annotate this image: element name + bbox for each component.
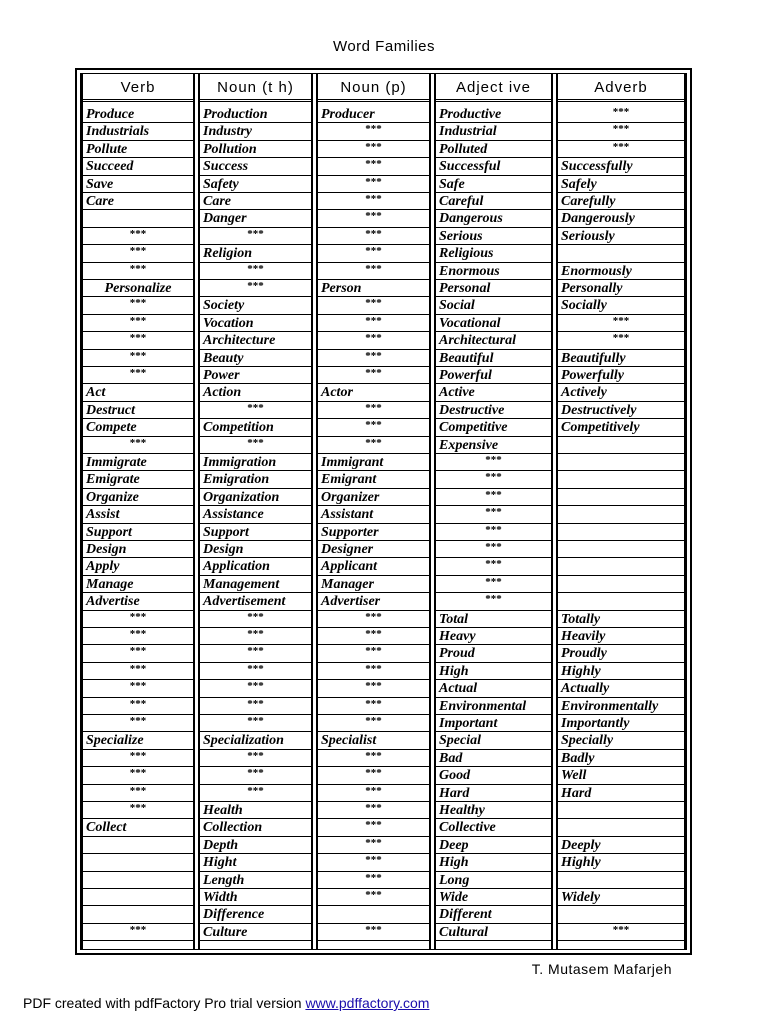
table-cell: Good <box>436 767 551 784</box>
table-cell: *** <box>436 471 551 488</box>
table-cell: Environmental <box>436 698 551 715</box>
column-noun-p <box>316 74 431 949</box>
table-cell: Assistant <box>318 506 429 523</box>
table-cell <box>558 524 684 541</box>
table-cell: *** <box>200 263 311 280</box>
table-cell: Enormously <box>558 263 684 280</box>
table-cell: Design <box>83 541 193 558</box>
table-cell: Competitively <box>558 419 684 436</box>
table-cell: Culture <box>200 924 311 941</box>
table-cell: *** <box>318 210 429 227</box>
table-cell: Architecture <box>200 332 311 349</box>
table-cell: Vocational <box>436 315 551 332</box>
table-cell: Religion <box>200 245 311 262</box>
table-cell: Produce <box>83 106 193 123</box>
table-cell: Importantly <box>558 715 684 732</box>
table-cell: *** <box>318 889 429 906</box>
table-cell: Architectural <box>436 332 551 349</box>
table-cell <box>83 906 193 923</box>
table-cell: *** <box>318 297 429 314</box>
table-cell: Collective <box>436 819 551 836</box>
table-cell: *** <box>318 854 429 871</box>
table-cell: *** <box>318 176 429 193</box>
table-cell <box>558 454 684 471</box>
table-cell: *** <box>318 785 429 802</box>
table-cell: *** <box>318 715 429 732</box>
table-cell: *** <box>318 767 429 784</box>
table-cell: Social <box>436 297 551 314</box>
table-cell: Competition <box>200 419 311 436</box>
table-cell: Emigrate <box>83 471 193 488</box>
table-cell: *** <box>200 785 311 802</box>
table-cell: Destructive <box>436 402 551 419</box>
table-cell: Special <box>436 732 551 749</box>
table-cell: *** <box>83 785 193 802</box>
table-cell: Emigration <box>200 471 311 488</box>
table-cell: Specialize <box>83 732 193 749</box>
table-cell <box>558 819 684 836</box>
table-cell: *** <box>200 628 311 645</box>
table-cell <box>558 541 684 558</box>
table-cell: Highly <box>558 854 684 871</box>
table-cell: Beauty <box>200 350 311 367</box>
table-cell: Heavy <box>436 628 551 645</box>
table-cell: *** <box>83 924 193 941</box>
table-cell: Successful <box>436 158 551 175</box>
table-cell: Organize <box>83 489 193 506</box>
table-cell: *** <box>83 350 193 367</box>
table-cell: *** <box>200 280 311 297</box>
table-cell: Pollution <box>200 141 311 158</box>
table-cell: Religious <box>436 245 551 262</box>
table-cell: Deeply <box>558 837 684 854</box>
table-cell: *** <box>83 645 193 662</box>
table-cell: *** <box>558 123 684 140</box>
table-cell: Serious <box>436 228 551 245</box>
table-cell <box>83 872 193 889</box>
column-header-verb: Verb <box>83 74 193 102</box>
table-cell: Support <box>200 524 311 541</box>
table-cell: Succeed <box>83 158 193 175</box>
table-cell <box>558 906 684 923</box>
table-cell: Actor <box>318 384 429 401</box>
table-cell: Person <box>318 280 429 297</box>
column-adverb <box>556 74 686 949</box>
table-cell <box>83 854 193 871</box>
table-cell: Enormous <box>436 263 551 280</box>
table-cell: Collect <box>83 819 193 836</box>
column-header-noun-p: Noun (p) <box>318 74 429 102</box>
table-cell: Active <box>436 384 551 401</box>
pdf-footer <box>23 995 429 1011</box>
table-cell: Production <box>200 106 311 123</box>
table-cell: *** <box>318 611 429 628</box>
table-cell: *** <box>200 767 311 784</box>
table-cell: Careful <box>436 193 551 210</box>
table-cell: *** <box>200 228 311 245</box>
table-cell: Proudly <box>558 645 684 662</box>
table-cell: Destructively <box>558 402 684 419</box>
table-cell <box>558 437 684 454</box>
table-cell: *** <box>318 367 429 384</box>
table-cell: *** <box>83 245 193 262</box>
table-cell <box>558 558 684 575</box>
table-cell: *** <box>200 663 311 680</box>
table-cell: *** <box>436 593 551 610</box>
table-cell <box>558 872 684 889</box>
table-cell: *** <box>558 315 684 332</box>
table-cell: Success <box>200 158 311 175</box>
table-cell: Dangerously <box>558 210 684 227</box>
table-cell: *** <box>436 489 551 506</box>
footer-text: PDF created with pdfFactory Pro trial version <box>23 995 306 1011</box>
table-cell: *** <box>318 663 429 680</box>
table-cell: *** <box>436 558 551 575</box>
table-cell: *** <box>200 715 311 732</box>
table-cell: *** <box>558 332 684 349</box>
table-cell: *** <box>436 524 551 541</box>
table-cell: *** <box>436 506 551 523</box>
table-cell: Application <box>200 558 311 575</box>
table-cell: Polluted <box>436 141 551 158</box>
table-cell: Cultural <box>436 924 551 941</box>
table-cell: *** <box>318 228 429 245</box>
table-cell: Action <box>200 384 311 401</box>
table-cell: Length <box>200 872 311 889</box>
table-cell: Management <box>200 576 311 593</box>
table-cell: *** <box>83 663 193 680</box>
column-header-adverb: Adverb <box>558 74 684 102</box>
column-noun-th <box>198 74 313 949</box>
table-cell: Well <box>558 767 684 784</box>
table-cell: *** <box>436 454 551 471</box>
table-cell: Organization <box>200 489 311 506</box>
table-cell: *** <box>318 750 429 767</box>
table-cell: Manage <box>83 576 193 593</box>
table-cell: Vocation <box>200 315 311 332</box>
table-cell: *** <box>318 158 429 175</box>
table-cell: Immigrant <box>318 454 429 471</box>
table-cell: Design <box>200 541 311 558</box>
table-cell: Carefully <box>558 193 684 210</box>
table-cell: *** <box>318 245 429 262</box>
table-cell: *** <box>83 750 193 767</box>
table-cell: Assistance <box>200 506 311 523</box>
table-cell: Advertise <box>83 593 193 610</box>
column-header-noun-th: Noun (t h) <box>200 74 311 102</box>
table-cell: Beautiful <box>436 350 551 367</box>
table-cell: Successfully <box>558 158 684 175</box>
table-cell: Immigrate <box>83 454 193 471</box>
table-cell: Specialization <box>200 732 311 749</box>
table-cell: Save <box>83 176 193 193</box>
table-cell: Powerfully <box>558 367 684 384</box>
table-cell: *** <box>318 332 429 349</box>
table-cell: *** <box>318 350 429 367</box>
table-cell: Industry <box>200 123 311 140</box>
table-cell: *** <box>318 402 429 419</box>
table-cell: Advertiser <box>318 593 429 610</box>
table-cell: Width <box>200 889 311 906</box>
table-cell: Industrial <box>436 123 551 140</box>
table-cell: *** <box>200 437 311 454</box>
table-cell: *** <box>83 315 193 332</box>
table-cell: *** <box>318 802 429 819</box>
table-cell: *** <box>318 437 429 454</box>
table-cell <box>83 837 193 854</box>
table-cell <box>558 593 684 610</box>
table-cell: Advertisement <box>200 593 311 610</box>
table-cell: Collection <box>200 819 311 836</box>
table-cell: Specially <box>558 732 684 749</box>
table-cell: Badly <box>558 750 684 767</box>
table-cell: *** <box>318 872 429 889</box>
table-cell: Personalize <box>83 280 193 297</box>
table-cell: *** <box>318 123 429 140</box>
table-cell: Producer <box>318 106 429 123</box>
table-cell: *** <box>83 767 193 784</box>
table-cell: *** <box>83 228 193 245</box>
table-cell: *** <box>83 715 193 732</box>
table-cell: *** <box>200 611 311 628</box>
table-cell <box>558 471 684 488</box>
table-cell: Wide <box>436 889 551 906</box>
table-cell: Important <box>436 715 551 732</box>
page-title: Word Families <box>332 38 436 55</box>
table-cell: Deep <box>436 837 551 854</box>
table-cell: *** <box>318 837 429 854</box>
table-cell: High <box>436 663 551 680</box>
table-cell <box>558 506 684 523</box>
table-cell: Supporter <box>318 524 429 541</box>
table-cell: *** <box>318 141 429 158</box>
table-cell: Compete <box>83 419 193 436</box>
table-cell: *** <box>436 541 551 558</box>
table-cell: Care <box>200 193 311 210</box>
table-cell: Hard <box>436 785 551 802</box>
table-cell: Depth <box>200 837 311 854</box>
table-cell: *** <box>318 698 429 715</box>
table-cell: *** <box>436 576 551 593</box>
table-cell: Apply <box>83 558 193 575</box>
table-cell: Long <box>436 872 551 889</box>
table-cell: *** <box>200 680 311 697</box>
table-cell: Hight <box>200 854 311 871</box>
table-cell <box>83 889 193 906</box>
table-cell: Specialist <box>318 732 429 749</box>
table-cell: Care <box>83 193 193 210</box>
table-cell: *** <box>318 645 429 662</box>
table-cell: *** <box>83 611 193 628</box>
table-cell: *** <box>83 367 193 384</box>
table-cell: Safe <box>436 176 551 193</box>
pdffactory-link[interactable]: www.pdffactory.com <box>305 995 430 1011</box>
table-cell <box>318 906 429 923</box>
table-cell: *** <box>83 437 193 454</box>
table-cell: *** <box>83 802 193 819</box>
table-cell: Totally <box>558 611 684 628</box>
column-header-adjective: Adject ive <box>436 74 551 102</box>
table-cell <box>558 489 684 506</box>
table-cell: *** <box>318 315 429 332</box>
table-cell: Actively <box>558 384 684 401</box>
table-cell <box>558 245 684 262</box>
table-cell: Power <box>200 367 311 384</box>
table-cell: Expensive <box>436 437 551 454</box>
table-cell: Manager <box>318 576 429 593</box>
table-cell: *** <box>318 628 429 645</box>
table-cell: Seriously <box>558 228 684 245</box>
table-cell: *** <box>83 680 193 697</box>
table-cell: *** <box>83 332 193 349</box>
table-cell: *** <box>200 698 311 715</box>
table-cell: *** <box>200 645 311 662</box>
table-cell: Safely <box>558 176 684 193</box>
table-cell: *** <box>83 297 193 314</box>
table-cell: Difference <box>200 906 311 923</box>
table-cell: Competitive <box>436 419 551 436</box>
table-cell: Widely <box>558 889 684 906</box>
author-credit: T. Mutasem Mafarjeh <box>531 961 672 977</box>
table-cell: Immigration <box>200 454 311 471</box>
table-cell: Assist <box>83 506 193 523</box>
table-cell: *** <box>200 750 311 767</box>
table-cell: *** <box>318 193 429 210</box>
table-cell: Proud <box>436 645 551 662</box>
table-cell: Destruct <box>83 402 193 419</box>
table-cell: Safety <box>200 176 311 193</box>
table-cell: Environmentally <box>558 698 684 715</box>
table-cell: *** <box>83 628 193 645</box>
table-cell: Productive <box>436 106 551 123</box>
table-cell: Beautifully <box>558 350 684 367</box>
table-cell: Support <box>83 524 193 541</box>
table-cell: Society <box>200 297 311 314</box>
column-adjective <box>434 74 553 949</box>
table-cell <box>83 210 193 227</box>
table-cell: *** <box>318 419 429 436</box>
table-cell: Total <box>436 611 551 628</box>
table-cell: *** <box>318 680 429 697</box>
table-cell: Healthy <box>436 802 551 819</box>
table-cell <box>558 802 684 819</box>
table-cell: *** <box>83 698 193 715</box>
table-cell: *** <box>558 106 684 123</box>
table-cell: Danger <box>200 210 311 227</box>
table-cell: Health <box>200 802 311 819</box>
table-cell: Highly <box>558 663 684 680</box>
table-cell: Act <box>83 384 193 401</box>
table-cell: Applicant <box>318 558 429 575</box>
table-cell: Personal <box>436 280 551 297</box>
table-cell: *** <box>200 402 311 419</box>
table-cell: Dangerous <box>436 210 551 227</box>
table-cell: Actual <box>436 680 551 697</box>
table-cell: *** <box>318 819 429 836</box>
table-cell: *** <box>558 924 684 941</box>
table-cell: Organizer <box>318 489 429 506</box>
table-cell: Different <box>436 906 551 923</box>
table-cell: *** <box>318 924 429 941</box>
table-cell: *** <box>558 141 684 158</box>
table-cell: Emigrant <box>318 471 429 488</box>
table-cell: High <box>436 854 551 871</box>
table-cell: Bad <box>436 750 551 767</box>
table-cell: Powerful <box>436 367 551 384</box>
table-cell: Industrials <box>83 123 193 140</box>
table-cell: Hard <box>558 785 684 802</box>
table-cell: Personally <box>558 280 684 297</box>
table-cell: Actually <box>558 680 684 697</box>
word-families-table <box>75 68 692 955</box>
table-cell: Socially <box>558 297 684 314</box>
table-cell: *** <box>318 263 429 280</box>
table-cell: Designer <box>318 541 429 558</box>
table-cell: Heavily <box>558 628 684 645</box>
table-cell: Pollute <box>83 141 193 158</box>
column-verb <box>81 74 195 949</box>
table-cell: *** <box>83 263 193 280</box>
table-cell <box>558 576 684 593</box>
